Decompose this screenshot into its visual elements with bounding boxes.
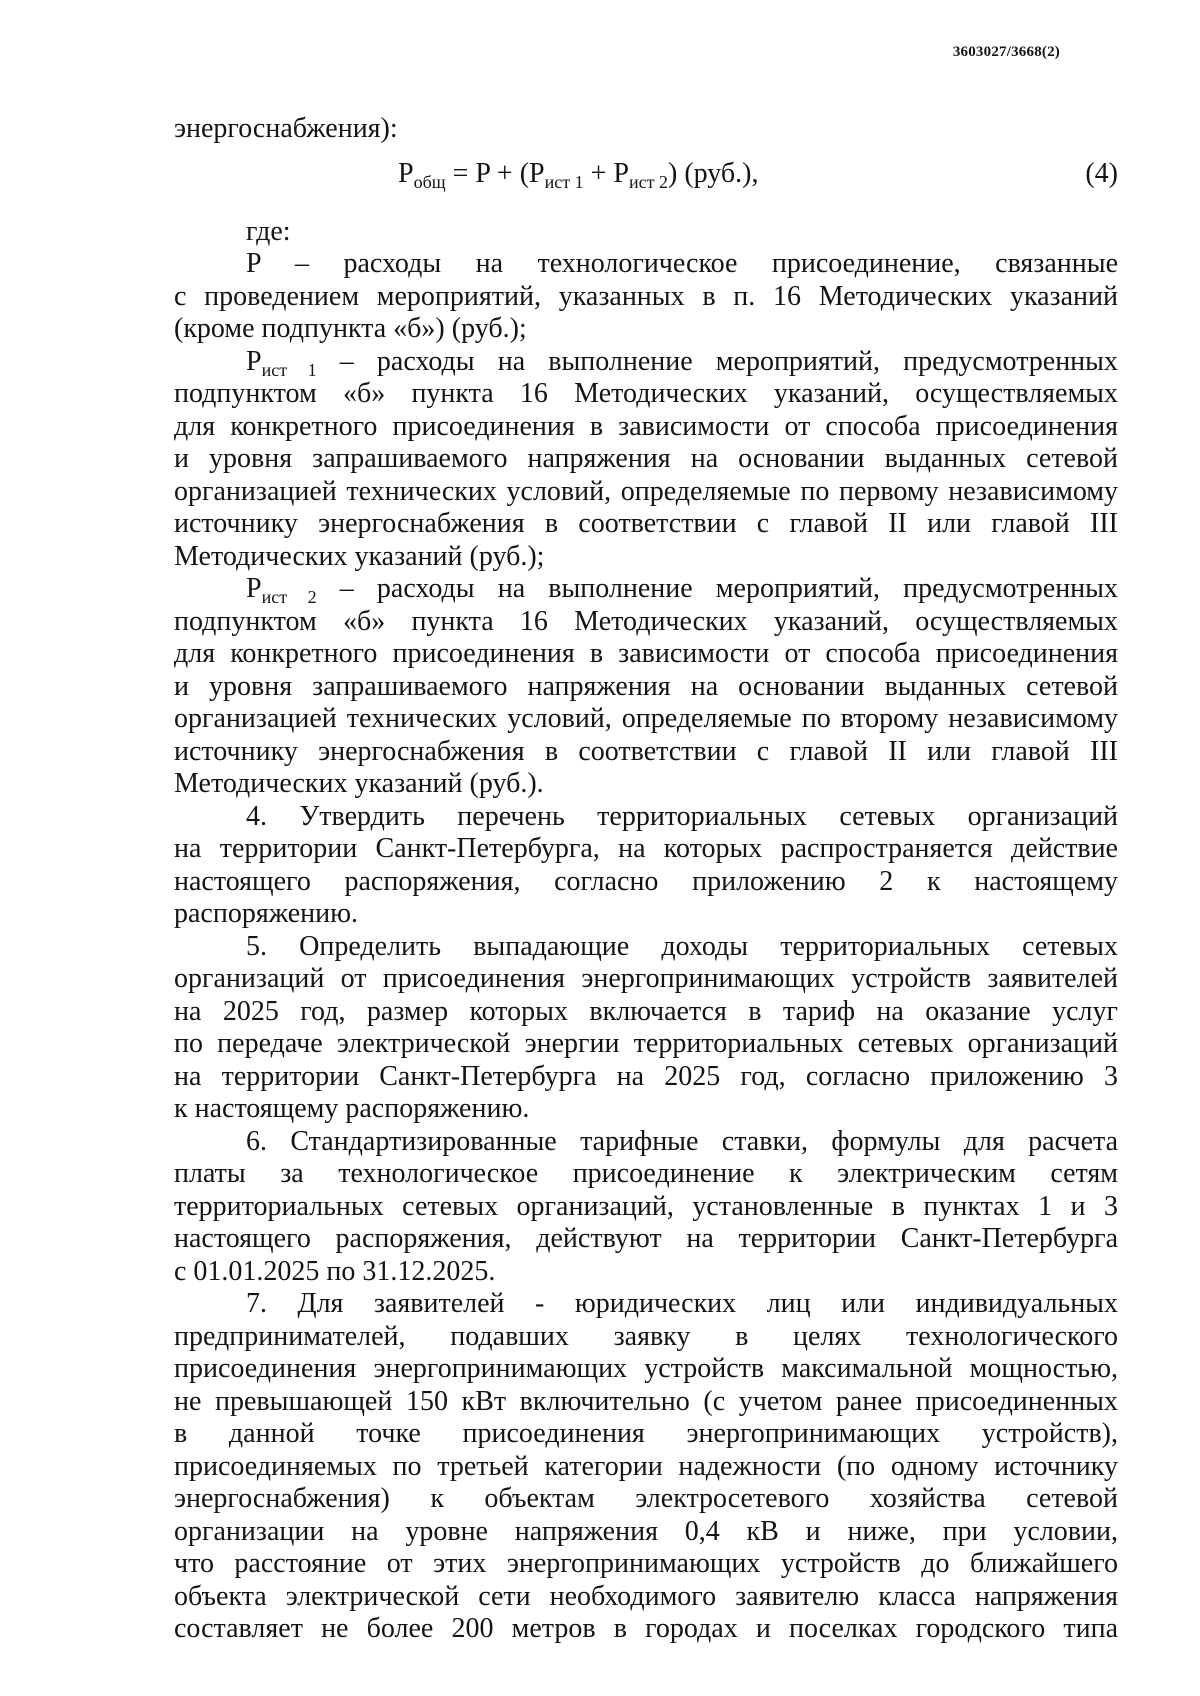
item-7-line: не превышающей 150 кВт включительно (с учетом ранее присоединенных <box>174 1385 1118 1417</box>
item-5-line: организаций от присоединения энергопринимающих устройств заявителей <box>174 963 1118 994</box>
item-7-line: присоединяемых по третьей категории надежности (по одному источнику <box>174 1450 1118 1482</box>
document-number: 3603027/3668(2) <box>952 44 1060 60</box>
item-7-line: присоединения энергопринимающих устройств максимальной мощностью, <box>174 1353 1118 1384</box>
item-7-line: предпринимателей, подавших заявку в целях технологического <box>174 1320 1118 1352</box>
definition-line: с проведением мероприятий, указанных в п. 16 Методических указаний <box>174 280 1118 312</box>
item-4-line: настоящего распоряжения, согласно приложению 2 к настоящему <box>174 865 1118 897</box>
definition-p-line: P – расходы на технологическое присоединение, связанные <box>246 248 1118 279</box>
item-7-line: составляет не более 200 метров в городах и поселках городского типа <box>174 1613 1118 1644</box>
item-6-line: платы за технологическое присоединение к электрическим сетям <box>174 1158 1118 1189</box>
definition-line: организацией технических условий, определяемые по первому независимому <box>174 475 1118 507</box>
definition-line: организацией технических условий, определяемые по второму независимому <box>174 703 1118 734</box>
definition-line: и уровня запрашиваемого напряжения на основании выданных сетевой <box>174 670 1118 702</box>
item-4-line: распоряжению. <box>174 898 359 929</box>
item-6-line: 6. Стандартизированные тарифные ставки, формулы для расчета <box>246 1125 1118 1157</box>
definition-line: для конкретного присоединения в зависимости от способа присоединения <box>174 410 1118 442</box>
document-body <box>174 113 1118 1646</box>
definition-line: подпунктом «б» пункта 16 Методических указаний, осуществляемых <box>174 378 1118 409</box>
item-6-line: с 01.01.2025 по 31.12.2025. <box>174 1255 496 1287</box>
definition-line: и уровня запрашиваемого напряжения на основании выданных сетевой <box>174 443 1118 474</box>
item-7-line: объекта электрической сети необходимого заявителю класса напряжения <box>174 1580 1118 1612</box>
item-6-line: территориальных сетевых организаций, установленные в пунктах 1 и 3 <box>174 1190 1118 1222</box>
item-7-line: что расстояние от этих энергопринимающих устройств до ближайшего <box>174 1548 1118 1579</box>
where-label: где: <box>246 215 291 247</box>
definition-line: источнику энергоснабжения в соответствии с главой II или главой III <box>174 735 1118 767</box>
definition-line: Методических указаний (руб.); <box>174 540 545 572</box>
definition-line: подпунктом «б» пункта 16 Методических указаний, осуществляемых <box>174 605 1118 637</box>
item-5-line: на территории Санкт-Петербурга на 2025 год, согласно приложению 3 <box>174 1060 1118 1092</box>
formula-4: $P_{общ} = P + (P_{ист 1} + P_{ист 2})$ (руб.), <box>398 157 759 192</box>
item-4-line: на территории Санкт-Петербурга, на которых распространяется действие <box>174 833 1118 864</box>
formula-row <box>174 154 1118 216</box>
item-4-line: 4. Утвердить перечень территориальных сетевых организаций <box>246 800 1118 832</box>
definition-p-ist1-line: $P_{ист 1}$ – расходы на выполнение мероприятий, предусмотренных <box>246 345 1118 380</box>
item-7-line: в данной точке присоединения энергопринимающих устройств), <box>174 1418 1118 1449</box>
item-5-line: по передаче электрической энергии территориальных сетевых организаций <box>174 1028 1118 1059</box>
definition-line: для конкретного присоединения в зависимости от способа присоединения <box>174 638 1118 669</box>
item-6-line: настоящего распоряжения, действуют на территории Санкт-Петербурга <box>174 1223 1118 1254</box>
item-7-line: энергоснабжения) к объектам электросетевого хозяйства сетевой <box>174 1483 1118 1514</box>
definition-p-ist2-line: $P_{ист 2}$ – расходы на выполнение мероприятий, предусмотренных <box>246 573 1118 607</box>
intro-line: энергоснабжения): <box>174 113 398 144</box>
item-5-line: на 2025 год, размер которых включается в тариф на оказание услуг <box>174 995 1118 1027</box>
definition-line: Методических указаний (руб.). <box>174 768 544 799</box>
definition-line: источнику энергоснабжения в соответствии с главой II или главой III <box>174 508 1118 539</box>
item-5-line: к настоящему распоряжению. <box>174 1093 530 1124</box>
definition-line: (кроме подпункта «б») (руб.); <box>174 313 527 344</box>
item-5-line: 5. Определить выпадающие доходы территориальных сетевых <box>246 930 1118 962</box>
item-7-line: организации на уровне напряжения 0,4 кВ и ниже, при условии, <box>174 1515 1118 1547</box>
equation-number: (4) <box>1085 157 1118 189</box>
item-7-line: 7. Для заявителей - юридических лиц или индивидуальных <box>246 1288 1118 1319</box>
